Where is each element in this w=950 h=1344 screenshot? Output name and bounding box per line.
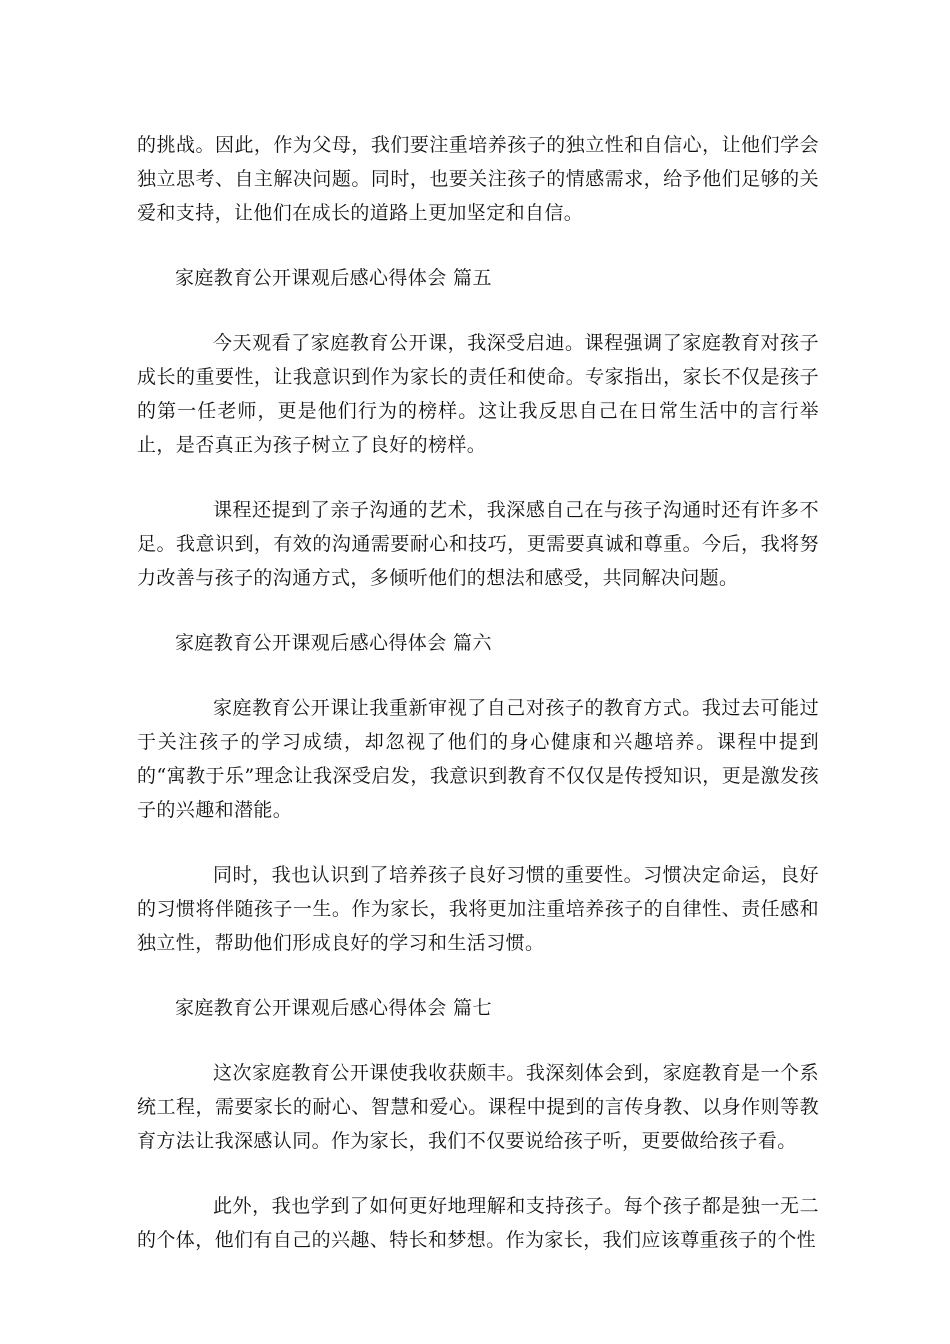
paragraph: 家庭教育公开课让我重新审视了自己对孩子的教育方式。我过去可能过于关注孩子的学习成绩，却忽视了他们的身心健康和兴趣培养。课程中提到的“寓教于乐”理念让我深受启发，我意识到教育不仅仅是传授知识，更是激发孩子的兴趣和潜能。 [137,697,819,821]
section-heading: 家庭教育公开课观后感心得体会 篇五 [175,267,492,289]
paragraph: 同时，我也认识到了培养孩子良好习惯的重要性。习惯决定命运，良好的习惯将伴随孩子一生。作为家长，我将更加注重培养孩子的自律性、责任感和独立性，帮助他们形成良好的学习和生活习惯。 [137,864,819,954]
paragraph: 课程还提到了亲子沟通的艺术，我深感自己在与孩子沟通时还有许多不足。我意识到，有效的沟通需要耐心和技巧，更需要真诚和尊重。今后，我将努力改善与孩子的沟通方式，多倾听他们的想法和感受，共同解决问题。 [137,499,819,589]
section-heading: 家庭教育公开课观后感心得体会 篇七 [175,997,492,1019]
section-heading: 家庭教育公开课观后感心得体会 篇六 [175,632,492,654]
paragraph: 今天观看了家庭教育公开课，我深受启迪。课程强调了家庭教育对孩子成长的重要性，让我意识到作为家长的责任和使命。专家指出，家长不仅是孩子的第一任老师，更是他们行为的榜样。这让我反思自己在日常生活中的言行举止，是否真正为孩子树立了良好的榜样。 [137,332,819,456]
document-body [137,128,819,1288]
paragraph: 的挑战。因此，作为父母，我们要注重培养孩子的独立性和自信心，让他们学会独立思考、自主解决问题。同时，也要关注孩子的情感需求，给予他们足够的关爱和支持，让他们在成长的道路上更加坚定和自信。 [137,134,819,224]
paragraph: 此外，我也学到了如何更好地理解和支持孩子。每个孩子都是独一无二的个体，他们有自己的兴趣、特长和梦想。作为家长，我们应该尊重孩子的个性 [137,1195,819,1251]
paragraph: 这次家庭教育公开课使我收获颇丰。我深刻体会到，家庭教育是一个系统工程，需要家长的耐心、智慧和爱心。课程中提到的言传身教、以身作则等教育方法让我深感认同。作为家长，我们不仅要说给孩子听，更要做给孩子看。 [137,1062,819,1152]
